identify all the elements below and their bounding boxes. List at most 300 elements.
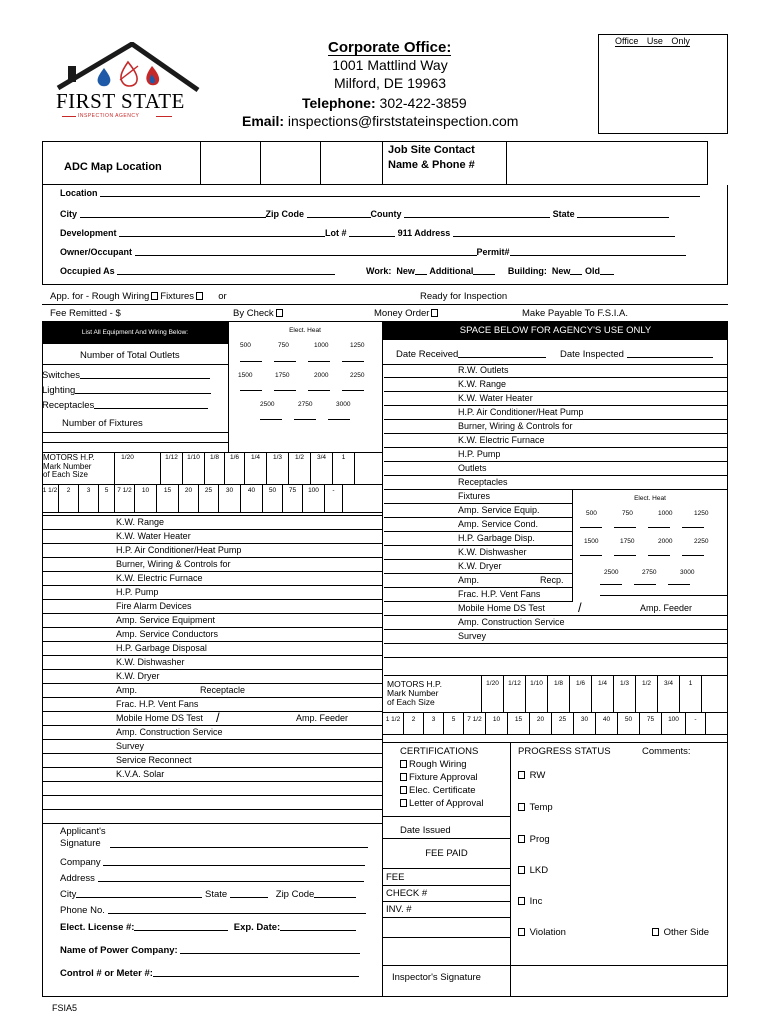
address-field[interactable]	[60, 873, 364, 884]
hp-size-cell[interactable]	[591, 676, 613, 712]
cert-option[interactable]	[398, 786, 476, 796]
equipment-row[interactable]	[42, 740, 382, 754]
occupied-label: Occupied As	[60, 266, 115, 276]
hp-size-cell[interactable]	[463, 712, 485, 734]
hp-size-cell[interactable]	[613, 676, 635, 712]
equipment-label: Fire Alarm Devices	[116, 601, 192, 611]
fee-field[interactable]: FEE	[386, 872, 405, 883]
recp-label: Recp.	[540, 575, 564, 585]
hp-size-cell[interactable]	[42, 484, 58, 512]
hp-size-cell[interactable]	[204, 452, 224, 484]
hp-size-label: 1/4	[597, 680, 608, 687]
hp-size-label: 30	[580, 716, 589, 723]
hp-size-cell[interactable]	[547, 676, 569, 712]
hp-size-label: 3/4	[663, 680, 674, 687]
cert-checkbox[interactable]	[400, 760, 407, 768]
signature-text: Signature	[60, 838, 101, 849]
hp-size-label: 15	[514, 716, 523, 723]
date-received-label: Date Received	[396, 349, 459, 360]
date-received-field[interactable]	[396, 349, 546, 360]
equipment-row[interactable]	[42, 600, 382, 614]
equipment-row[interactable]	[42, 516, 382, 530]
status-checkbox[interactable]	[518, 866, 525, 874]
hp-size-cell[interactable]	[551, 712, 573, 734]
adc-map-field[interactable]	[200, 141, 382, 185]
fee-paid-label: FEE PAID	[425, 848, 468, 859]
right-heat-value: 1500	[584, 538, 599, 545]
hp-size-label: 1/6	[575, 680, 586, 687]
hp-size-cell[interactable]	[701, 676, 728, 712]
location-field[interactable]	[60, 188, 700, 198]
agency-item-row[interactable]	[384, 574, 572, 588]
logo-name: FIRST STATE	[56, 89, 185, 113]
cert-option[interactable]	[398, 760, 467, 770]
equipment-label: K.W. Water Heater	[116, 531, 191, 541]
status-checkbox[interactable]	[518, 771, 525, 779]
hp-size-cell[interactable]	[569, 676, 591, 712]
agency-item-label: K.W. Dishwasher	[458, 547, 527, 557]
hp-size-label: 3	[431, 716, 436, 723]
hp-size-label: 1/20	[121, 454, 134, 461]
hp-size-cell[interactable]	[685, 712, 705, 734]
city-state-zip-field[interactable]	[60, 889, 356, 900]
equipment-label: Amp.	[116, 685, 138, 695]
agency-item-row[interactable]	[384, 462, 728, 476]
receptacles-label: Receptacles	[42, 400, 95, 411]
email-value: inspections@firststateinspection.com	[287, 113, 519, 129]
motors-line: Mark Number	[43, 461, 92, 471]
right-hp-bottom-row	[383, 712, 728, 734]
agency-item-row[interactable]	[384, 630, 728, 644]
date-inspected-label: Date Inspected	[560, 349, 624, 360]
agency-item-label: K.W. Electric Furnace	[458, 435, 545, 445]
city-line[interactable]	[60, 209, 669, 219]
office-title: Corporate Office:	[328, 39, 452, 56]
hp-size-cell[interactable]	[98, 484, 114, 512]
hp-size-cell[interactable]	[332, 452, 354, 484]
phone-value: 302-422-3859	[379, 95, 467, 111]
hp-size-cell[interactable]	[443, 712, 463, 734]
num-outlets-label: Number of Total Outlets	[80, 350, 180, 361]
money-order-checkbox[interactable]	[431, 309, 438, 317]
company-logo	[50, 42, 200, 122]
equipment-label: K.W. Electric Furnace	[116, 573, 203, 583]
hp-size-label: 25	[204, 487, 213, 494]
equipment-label: Burner, Wiring & Controls for	[116, 559, 231, 569]
equipment-row[interactable]	[42, 614, 382, 628]
app-for-label: App. for - Rough Wiring	[50, 291, 150, 302]
equipment-row[interactable]	[42, 628, 382, 642]
hp-size-cell[interactable]	[423, 712, 443, 734]
right-heat-value: 2500	[604, 569, 619, 576]
equipment-row[interactable]	[42, 754, 382, 768]
hp-size-cell[interactable]	[134, 484, 156, 512]
logo-subtitle: INSPECTION AGENCY	[78, 113, 140, 119]
status-checkbox[interactable]	[518, 803, 525, 811]
hp-size-label: 20	[184, 487, 193, 494]
status-checkbox[interactable]	[518, 897, 525, 905]
job-contact-field[interactable]	[506, 141, 708, 185]
agency-item-row[interactable]	[384, 560, 572, 574]
equipment-label: Mobile Home DS Test	[116, 713, 203, 723]
hp-size-cell[interactable]	[639, 712, 661, 734]
left-heat-value: 1250	[350, 342, 365, 349]
equipment-row[interactable]	[42, 698, 382, 712]
agency-item-label: Amp. Service Equip.	[458, 505, 540, 515]
hp-size-cell[interactable]	[573, 712, 595, 734]
by-check-checkbox[interactable]	[276, 309, 283, 317]
address911-label: 911 Address	[397, 228, 451, 238]
hp-size-cell[interactable]	[224, 452, 244, 484]
left-hp-bottom-row	[42, 484, 382, 512]
applicant-text: Applicant's	[60, 826, 106, 837]
status-option-label: RW	[529, 770, 546, 781]
license-label: Elect. License #:	[60, 922, 135, 933]
hp-size-label: 40	[602, 716, 611, 723]
status-option[interactable]	[516, 835, 550, 845]
equipment-label: K.V.A. Solar	[116, 769, 165, 779]
status-option-label: LKD	[529, 865, 549, 876]
hp-size-cell[interactable]	[342, 484, 382, 512]
right-heat-value: 500	[586, 510, 597, 517]
applicant-label	[60, 826, 106, 850]
agency-item-label: H.P. Pump	[458, 449, 501, 459]
left-heat-value: 1000	[314, 342, 329, 349]
agency-item-label: Outlets	[458, 463, 487, 473]
hp-size-cell[interactable]	[661, 712, 685, 734]
agency-item-row[interactable]	[384, 504, 572, 518]
slash-divider: /	[216, 710, 220, 725]
check-number-field[interactable]: CHECK #	[386, 888, 428, 899]
cert-checkbox[interactable]	[400, 773, 407, 781]
cert-option-label: Elec. Certificate	[409, 785, 476, 796]
agency-item-row[interactable]	[384, 406, 728, 420]
power-company-label: Name of Power Company:	[60, 945, 178, 956]
right-heat-value: 1250	[694, 510, 709, 517]
motors-line: of Each Size	[387, 697, 435, 707]
other-side-option[interactable]	[650, 928, 709, 938]
hp-size-cell[interactable]	[705, 712, 728, 734]
license-field[interactable]	[60, 922, 356, 933]
cert-checkbox[interactable]	[400, 786, 407, 794]
equipment-label: H.P. Air Conditioner/Heat Pump	[116, 545, 242, 555]
comments-label: Comments:	[642, 746, 691, 757]
agency-item-row[interactable]	[384, 378, 728, 392]
equipment-label: Survey	[116, 741, 145, 751]
job-contact-label-2: Name & Phone #	[388, 159, 475, 171]
equipment-row[interactable]	[42, 726, 382, 740]
hp-size-label: 50	[624, 716, 633, 723]
right-elect-heat: Elect. Heat	[634, 495, 666, 502]
status-option-label: Inc	[529, 896, 543, 907]
status-option[interactable]	[516, 866, 548, 876]
by-check-label: By Check	[233, 308, 274, 319]
equipment-row[interactable]	[42, 572, 382, 586]
agency-item-row[interactable]	[384, 588, 572, 602]
hp-size-cell[interactable]	[595, 712, 617, 734]
agency-item-row[interactable]	[384, 364, 728, 378]
hp-size-cell[interactable]	[240, 484, 262, 512]
agency-item-row[interactable]	[384, 658, 728, 676]
hp-size-cell[interactable]	[617, 712, 639, 734]
phone-label: Telephone:	[302, 95, 376, 111]
equipment-row[interactable]	[42, 656, 382, 670]
hp-size-label: 1/2	[641, 680, 652, 687]
right-heat-value: 2750	[642, 569, 657, 576]
equipment-row[interactable]	[42, 530, 382, 544]
right-heat-value: 750	[622, 510, 633, 517]
hp-size-label: 1/8	[209, 454, 220, 461]
hp-size-cell[interactable]	[403, 712, 423, 734]
status-option-label: Temp	[529, 802, 553, 813]
status-option-label: Prog	[529, 834, 550, 845]
hp-size-cell[interactable]	[310, 452, 332, 484]
left-heat-value: 1750	[275, 372, 290, 379]
equipment-row[interactable]	[42, 642, 382, 656]
status-option[interactable]	[516, 803, 553, 813]
agency-item-label: Mobile Home DS Test	[458, 603, 545, 613]
equipment-row[interactable]	[42, 544, 382, 558]
date-issued-label: Date Issued	[400, 825, 451, 836]
hp-size-cell[interactable]	[288, 452, 310, 484]
hp-size-label: 75	[288, 487, 297, 494]
agency-item-row[interactable]	[384, 546, 572, 560]
rough-wiring-checkbox[interactable]	[151, 292, 158, 300]
agency-item-row[interactable]	[384, 616, 728, 630]
right-motors-table	[383, 676, 728, 712]
invoice-number-field[interactable]: INV. #	[386, 904, 412, 915]
lighting-label: Lighting	[42, 385, 76, 396]
left-heat-value: 2750	[298, 401, 313, 408]
hp-size-label: 15	[163, 487, 172, 494]
applicant-city-label: City	[60, 889, 77, 900]
hp-size-label: 7 1/2	[117, 487, 132, 494]
num-fixtures-label: Number of Fixtures	[62, 418, 143, 429]
money-order-line	[374, 309, 440, 319]
hp-size-cell[interactable]	[503, 676, 525, 712]
right-heat-value: 1000	[658, 510, 673, 517]
company-label: Company	[60, 857, 101, 868]
status-option[interactable]	[516, 928, 566, 938]
agency-item-label: H.P. Garbage Disp.	[458, 533, 535, 543]
hp-size-label: 1/4	[250, 454, 261, 461]
equipment-row[interactable]	[42, 810, 382, 824]
hp-size-cell[interactable]	[282, 484, 302, 512]
hp-size-cell[interactable]	[481, 676, 503, 712]
agency-item-row[interactable]	[384, 476, 728, 490]
agency-item-row[interactable]	[384, 434, 728, 448]
occupied-line[interactable]	[60, 266, 335, 276]
office-use-label: Office Use Only	[615, 36, 690, 46]
left-heat-value: 2250	[350, 372, 365, 379]
agency-item-label: Amp. Service Cond.	[458, 519, 539, 529]
phone-field[interactable]	[60, 905, 366, 916]
right-amp-feeder-label: Amp. Feeder	[640, 603, 693, 613]
date-inspected-field[interactable]	[560, 349, 713, 360]
equipment-row[interactable]	[42, 670, 382, 684]
agency-item-row[interactable]	[384, 518, 572, 532]
status-checkbox[interactable]	[518, 928, 525, 936]
company-field[interactable]	[60, 857, 365, 868]
right-motors-label	[387, 680, 442, 707]
agency-item-row[interactable]	[384, 392, 728, 406]
agency-item-row[interactable]	[384, 532, 572, 546]
hp-size-cell[interactable]	[160, 452, 182, 484]
cert-option-label: Fixture Approval	[409, 772, 478, 783]
work-additional-label: Additional	[429, 266, 474, 276]
hp-size-cell[interactable]	[383, 712, 403, 734]
cert-option[interactable]	[398, 799, 483, 809]
hp-size-cell[interactable]	[525, 676, 547, 712]
power-company-field[interactable]	[60, 945, 360, 956]
development-line[interactable]	[60, 228, 675, 238]
by-check-line	[233, 309, 285, 319]
lot-label: Lot #	[325, 228, 347, 238]
lighting-field[interactable]	[42, 385, 211, 396]
work-line	[366, 266, 614, 276]
equipment-row[interactable]	[42, 796, 382, 810]
hp-size-cell[interactable]	[244, 452, 266, 484]
hp-size-label: 30	[225, 487, 234, 494]
hp-size-cell[interactable]	[529, 712, 551, 734]
equipment-label: Frac. H.P. Vent Fans	[116, 699, 199, 709]
hp-size-label: 100	[308, 487, 319, 494]
left-heat-value: 500	[240, 342, 251, 349]
building-new-label: New	[551, 266, 571, 276]
hp-size-label: 10	[141, 487, 150, 494]
hp-size-label: 20	[536, 716, 545, 723]
hp-size-cell[interactable]	[302, 484, 324, 512]
hp-size-cell[interactable]	[354, 452, 382, 484]
status-option[interactable]	[516, 771, 545, 781]
hp-size-cell[interactable]	[266, 452, 288, 484]
hp-size-label: -	[694, 716, 697, 723]
or-label: or	[218, 291, 227, 302]
hp-size-label: 5	[451, 716, 456, 723]
city-label: City	[60, 209, 78, 219]
agency-item-label: Fixtures	[458, 491, 491, 501]
hp-size-cell[interactable]	[635, 676, 657, 712]
hp-size-label: 1	[688, 680, 693, 687]
zip-label: Zip Code	[265, 209, 305, 219]
applicant-zip-label: Zip Code	[275, 889, 315, 900]
hp-size-cell[interactable]	[218, 484, 240, 512]
hp-size-cell[interactable]	[507, 712, 529, 734]
equipment-row[interactable]	[42, 586, 382, 600]
receptacles-field[interactable]	[42, 400, 208, 411]
hp-size-label: 1/3	[619, 680, 630, 687]
hp-size-cell[interactable]	[78, 484, 98, 512]
equipment-row[interactable]	[42, 768, 382, 782]
agency-item-row[interactable]	[384, 490, 572, 504]
hp-size-label: 1/12	[165, 454, 178, 461]
hp-size-cell[interactable]	[679, 676, 701, 712]
equipment-row[interactable]	[42, 782, 382, 796]
hp-size-label: 1/6	[229, 454, 240, 461]
control-meter-field[interactable]	[60, 968, 359, 979]
hp-size-cell[interactable]	[114, 484, 134, 512]
left-motors-label	[43, 454, 113, 480]
status-option[interactable]	[516, 897, 542, 907]
agency-item-row[interactable]	[384, 420, 728, 434]
agency-item-label: Amp. Construction Service	[458, 617, 565, 627]
motors-line: Mark Number	[387, 688, 439, 698]
hp-size-cell[interactable]	[262, 484, 282, 512]
hp-size-label: 40	[247, 487, 256, 494]
hp-size-label: 1/12	[508, 680, 521, 687]
cert-option-label: Rough Wiring	[409, 759, 467, 770]
office-city: Milford, DE 19963	[333, 75, 447, 91]
cert-option[interactable]	[398, 773, 478, 783]
right-heat-value: 1750	[620, 538, 635, 545]
agency-item-row[interactable]	[384, 602, 728, 616]
agency-item-label: K.W. Water Heater	[458, 393, 533, 403]
applicant-state-label: State	[205, 889, 228, 900]
left-elect-heat: Elect. Heat	[289, 327, 321, 334]
status-checkbox[interactable]	[518, 835, 525, 843]
equipment-row[interactable]	[42, 558, 382, 572]
hp-size-cell[interactable]	[324, 484, 342, 512]
location-label: Location	[60, 188, 98, 198]
hp-size-cell[interactable]	[58, 484, 78, 512]
fee-remitted-field[interactable]: Fee Remitted - $	[50, 308, 121, 319]
switches-label: Switches	[42, 370, 81, 381]
hp-size-cell[interactable]	[156, 484, 178, 512]
building-label: Building:	[507, 266, 547, 276]
hp-size-cell[interactable]	[457, 676, 481, 712]
owner-line[interactable]	[60, 247, 686, 257]
office-use-box	[598, 34, 728, 134]
county-label: County	[370, 209, 402, 219]
hp-size-label: 1/10	[530, 680, 543, 687]
equipment-label: Amp. Service Equipment	[116, 615, 216, 625]
agency-item-row[interactable]	[384, 644, 728, 658]
hp-size-label: 3	[86, 487, 91, 494]
equipment-label: K.W. Range	[116, 517, 165, 527]
agency-item-row[interactable]	[384, 448, 728, 462]
fixtures-checkbox[interactable]	[196, 292, 203, 300]
hp-size-label: 100	[668, 716, 679, 723]
building-old-label: Old	[584, 266, 600, 276]
hp-size-label: 10	[492, 716, 501, 723]
agency-item-label: R.W. Outlets	[458, 365, 509, 375]
work-label: Work:	[366, 266, 392, 276]
equipment-row[interactable]	[42, 684, 382, 698]
fixtures-label: Fixtures	[160, 291, 195, 302]
certifications-label: CERTIFICATIONS	[400, 746, 479, 757]
equipment-label: Service Reconnect	[116, 755, 192, 765]
owner-label: Owner/Occupant	[60, 247, 133, 257]
office-email-line	[242, 114, 518, 128]
hp-size-cell[interactable]	[198, 484, 218, 512]
hp-size-label: 1/3	[272, 454, 283, 461]
hp-size-label: 1	[341, 454, 346, 461]
hp-size-cell[interactable]	[182, 452, 204, 484]
hp-size-cell[interactable]	[178, 484, 198, 512]
applicant-phone-label: Phone No.	[60, 905, 105, 916]
hp-size-cell[interactable]	[485, 712, 507, 734]
work-new-label: New	[396, 266, 415, 276]
equipment-row[interactable]	[42, 712, 382, 726]
list-all-label: List All Equipment And Wiring Below:	[81, 329, 189, 336]
hp-size-cell[interactable]	[657, 676, 679, 712]
agency-item-label: H.P. Air Conditioner/Heat Pump	[458, 407, 584, 417]
hp-size-cell[interactable]	[134, 452, 156, 484]
cert-checkbox[interactable]	[400, 799, 407, 807]
switches-field[interactable]	[42, 370, 210, 381]
other-side-checkbox[interactable]	[652, 928, 659, 936]
email-label: Email:	[242, 113, 285, 129]
